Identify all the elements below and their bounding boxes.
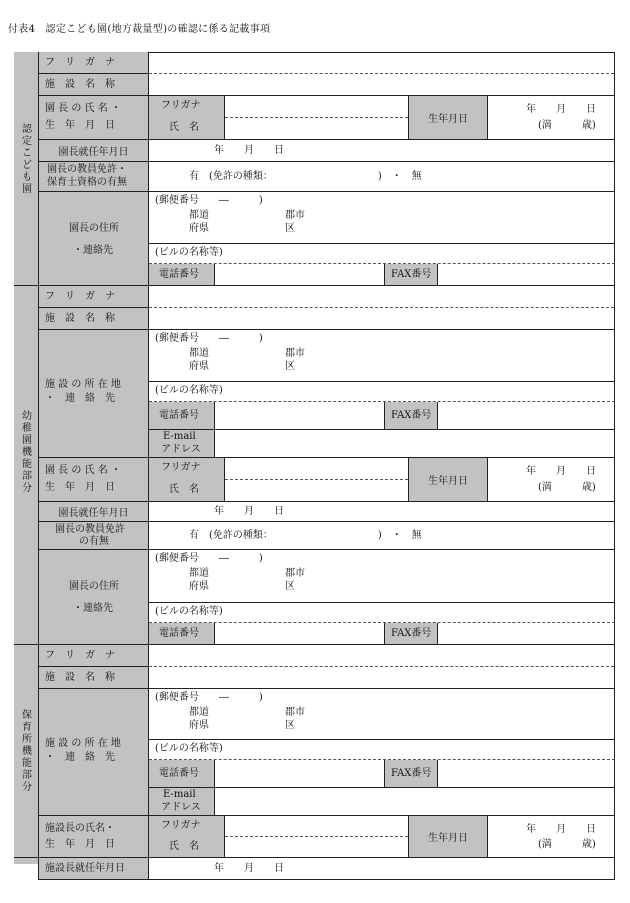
tel-field-4[interactable] — [215, 760, 385, 788]
label-seinengappi-1: 生年月日 — [409, 96, 488, 140]
label-furigana-shimei-2: フリガナ 氏 名 — [149, 458, 225, 502]
fax-field-4[interactable] — [438, 760, 615, 788]
email-field-2[interactable] — [215, 430, 615, 458]
section-hoikusho — [14, 645, 39, 858]
birthdate-field-3[interactable]: 年 月 日 (満 歳) — [488, 816, 615, 858]
encho-name-field-1[interactable] — [225, 96, 409, 140]
label-shisetsu-meisho-1: 施 設 名 称 — [39, 74, 149, 96]
label-shisetsucho-name: 施設長の氏名・ 生 年 月 日 — [39, 816, 149, 858]
tel-field-3[interactable] — [215, 623, 385, 645]
label-encho-jusho-2: 園長の住所 ・連絡先 — [39, 550, 149, 645]
encho-building-field-1[interactable]: (ビルの名称等) — [149, 244, 615, 264]
section-youchien-label: 幼稚園機能部分 — [22, 411, 32, 494]
label-fax-2: FAX番号 — [385, 402, 438, 430]
label-license-2: 園長の教員免許 の有無 — [39, 522, 149, 550]
shisetsu-building-field-2[interactable]: (ビルの名称等) — [149, 382, 615, 402]
tel-field-1[interactable] — [215, 264, 385, 286]
label-furigana-shimei-3: フリガナ 氏 名 — [149, 816, 225, 858]
label-encho-name-2: 園 長 の 氏 名 ・ 生 年 月 日 — [39, 458, 149, 502]
label-fax-4: FAX番号 — [385, 760, 438, 788]
label-shisetsu-meisho-3: 施 設 名 称 — [39, 667, 149, 689]
label-fax-3: FAX番号 — [385, 623, 438, 645]
encho-shunin-field-1[interactable]: 年 月 日 — [149, 140, 615, 162]
label-encho-shunin-2: 園長就任年月日 — [39, 502, 149, 522]
shisetsu-meisho-field-2[interactable] — [149, 286, 615, 330]
label-encho-name-1: 園 長 の 氏 名 ・ 生 年 月 日 — [39, 96, 149, 140]
fax-field-2[interactable] — [438, 402, 615, 430]
label-encho-shunin-1: 園長就任年月日 — [39, 140, 149, 162]
tel-field-2[interactable] — [215, 402, 385, 430]
section-nintei-label: 認定こども園 — [22, 124, 32, 195]
label-tel-4: 電話番号 — [149, 760, 215, 788]
label-furigana-1: フ リ ガ ナ — [39, 52, 149, 74]
shisetsu-address-field-2[interactable]: (郵便番号 ― ) 都道 府県 郡市 区 — [149, 330, 615, 382]
encho-address-field-1[interactable]: (郵便番号 ― ) 都道 府県 郡市 区 — [149, 192, 615, 244]
email-field-3[interactable] — [215, 788, 615, 816]
shisetsu-building-field-3[interactable]: (ビルの名称等) — [149, 740, 615, 760]
label-email-2: E-mail アドレス — [149, 430, 215, 458]
shisetsu-meisho-field-1[interactable] — [149, 52, 615, 96]
license-field-2[interactable]: 有 (免許の種類： ) ・ 無 — [149, 522, 615, 550]
license-field-1[interactable]: 有 (免許の種類： ) ・ 無 — [149, 162, 615, 192]
label-shozaichi-3: 施 設 の 所 在 地 ・ 連 絡 先 — [39, 689, 149, 816]
label-tel-1: 電話番号 — [149, 264, 215, 286]
label-encho-jusho-1: 園長の住所 ・連絡先 — [39, 192, 149, 286]
label-email-3: E-mail アドレス — [149, 788, 215, 816]
label-furigana-2: フ リ ガ ナ — [39, 286, 149, 308]
label-tel-3: 電話番号 — [149, 623, 215, 645]
encho-name-field-2[interactable] — [225, 458, 409, 502]
shisetsu-address-field-3[interactable]: (郵便番号 ― ) 都道 府県 郡市 区 — [149, 689, 615, 740]
shisetsucho-name-field[interactable] — [225, 816, 409, 858]
section-youchien — [14, 286, 39, 645]
section-hoikusho-label: 保育所機能部分 — [22, 710, 32, 793]
fax-field-1[interactable] — [438, 264, 615, 286]
section-nintei-kodomoen — [14, 52, 39, 286]
encho-address-field-2[interactable]: (郵便番号 ― ) 都道 府県 郡市 区 — [149, 550, 615, 603]
shisetsucho-shunin-field[interactable]: 年 月 日 — [149, 858, 615, 880]
label-seinengappi-3: 生年月日 — [409, 816, 488, 858]
form-title: 付表4 認定こども園(地方裁量型)の確認に係る記載事項 — [8, 24, 271, 35]
label-fax-1: FAX番号 — [385, 264, 438, 286]
label-furigana-shimei-1: フリガナ 氏 名 — [149, 96, 225, 140]
label-shozaichi-2: 施 設 の 所 在 地 ・ 連 絡 先 — [39, 330, 149, 458]
label-license-1: 園長の教員免許・ 保育士資格の有無 — [39, 162, 149, 192]
label-seinengappi-2: 生年月日 — [409, 458, 488, 502]
birthdate-field-2[interactable]: 年 月 日 (満 歳) — [488, 458, 615, 502]
birthdate-field-1[interactable]: 年 月 日 (満 歳) — [488, 96, 615, 140]
label-shisetsucho-shunin: 施設長就任年月日 — [39, 858, 149, 880]
label-shisetsu-meisho-2: 施 設 名 称 — [39, 308, 149, 330]
label-tel-2: 電話番号 — [149, 402, 215, 430]
shisetsu-meisho-field-3[interactable] — [149, 645, 615, 689]
section-hoikusho-tail — [14, 858, 39, 880]
encho-shunin-field-2[interactable]: 年 月 日 — [149, 502, 615, 522]
label-furigana-3: フ リ ガ ナ — [39, 645, 149, 667]
encho-building-field-2[interactable]: (ビルの名称等) — [149, 603, 615, 623]
fax-field-3[interactable] — [438, 623, 615, 645]
